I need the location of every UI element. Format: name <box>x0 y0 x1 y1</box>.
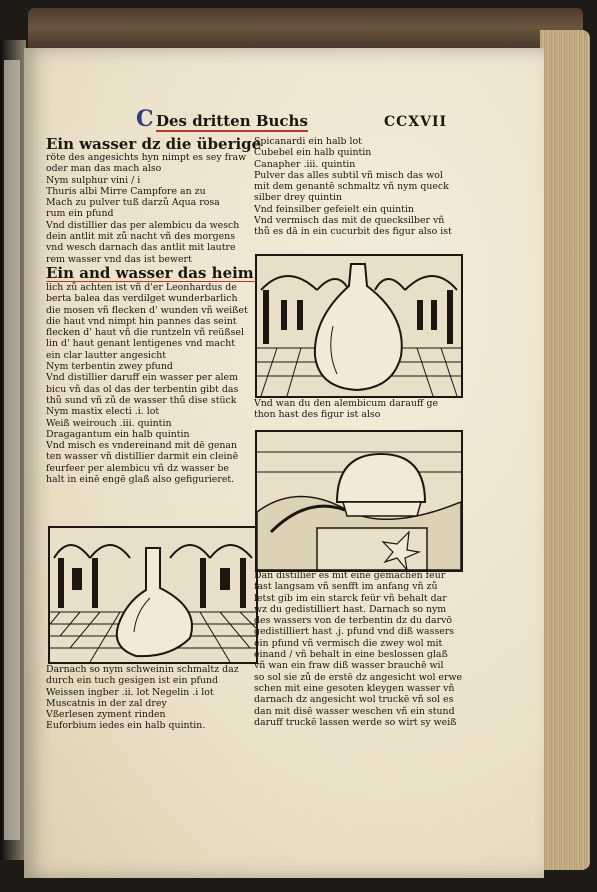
woodcut-alembic-illustration <box>255 430 463 572</box>
text-line: Dragagantum ein halb quintin <box>46 428 190 440</box>
text-line: Muscatnis in der zal drey <box>46 697 167 709</box>
text-line: vñ wan ein fraw diß wasser brauchē wil <box>254 660 444 672</box>
text-line: Vnd feinsilber gefeielt ein quintin <box>254 203 414 215</box>
text-line: Vnd wan du den alembicum darauff ge <box>254 398 439 409</box>
book-page <box>24 48 544 878</box>
text-line: gedistilliert hast .j. pfund vnd diß wassers <box>254 626 455 638</box>
text-line: lich zů achten ist vñ d'er Leonhardus de <box>46 281 237 293</box>
text-line: Vnd misch es vndereinand mit dē genan <box>46 440 238 452</box>
text-line: Weissen ingber .ii. lot Negelin .i lot <box>46 686 214 698</box>
text-line: Vnd vermisch das mit de quecksilber vñ <box>254 215 445 227</box>
section-heading-2: Ein and wasser das heim <box>46 265 261 282</box>
text-line: Nym terbentin zwey pfund <box>46 361 173 373</box>
text-line: feurfeer per alembicu vñ dz wasser be <box>46 462 229 474</box>
text-line: rem wasser vnd das ist bewert <box>46 253 192 265</box>
text-line: Dan distillier es mit eine gemachen feür <box>254 570 446 581</box>
page-stack-edge <box>540 30 590 870</box>
text-line: oder man das mach also <box>46 163 162 175</box>
text-line: berta balea das verdilget wunderbarlich <box>46 293 238 305</box>
text-line: Euforbium iedes ein halb quintin. <box>46 720 206 732</box>
text-line: halt in einē engē glaß also gefigurieret. <box>46 474 235 486</box>
text-line: Canapher .iii. quintin <box>254 158 356 170</box>
text-line: Darnach so nym schweinin schmaltz daz <box>46 664 239 675</box>
text-line: fast langsam vñ senfft im anfang vñ zů <box>254 581 438 593</box>
woodcut-cucurbit-illustration <box>255 254 463 398</box>
text-line: röte des angesichts hyn nimpt es sey fraw <box>46 152 247 163</box>
text-line: schen mit eine gesoten kleygen wasser vñ <box>254 682 455 694</box>
text-line: ten wasser vñ distillier darmit ein cleinē <box>46 451 239 463</box>
text-line: die haut vnd nimpt hin pannes das seint <box>46 315 237 327</box>
text-line: vnd wesch darnach das antlit mit lautre <box>46 242 236 254</box>
woodcut-flask-illustration <box>48 526 258 664</box>
text-line: einand / vñ behalt in eine beslossen glaß <box>254 649 448 661</box>
text-line: Nym sulphur vini / i <box>46 174 141 186</box>
text-line: Vnd distillier daruff ein wasser per alem <box>46 372 238 384</box>
right-column-bottom <box>254 570 464 728</box>
text-line: durch ein tuch gesigen ist ein pfund <box>46 675 219 687</box>
text-line: Nym mastix electi .i. lot <box>46 406 160 418</box>
text-line: daruff truckē lassen werde so wirt sy weiß <box>254 716 457 728</box>
text-line: thů es dā in ein cucurbit des figur also ist <box>254 226 452 238</box>
left-column-top <box>46 136 261 485</box>
text-line: Vnd distillier das per alembicu da wesch <box>46 219 240 231</box>
text-line: silber drey quintin <box>254 192 343 204</box>
text-line: Spicanardi ein halb lot <box>254 136 362 147</box>
text-line: thon hast des figur ist also <box>254 409 381 421</box>
text-line: Mach zu pulver tuß darzů Aqua rosa <box>46 197 220 209</box>
text-line: dein antlit mit zů nacht vñ des morgens <box>46 231 236 243</box>
text-line: lin d' haut genant lentigenes vnd macht <box>46 338 236 350</box>
text-line: wz du gedistilliert hast. Darnach so nym <box>254 603 447 615</box>
right-column-middle <box>254 398 464 421</box>
text-line: Cubebel ein halb quintin <box>254 147 372 159</box>
text-line: die mosen vñ flecken d' wunden vñ weißet <box>46 304 248 316</box>
left-column-bottom <box>46 664 261 732</box>
text-line: Thuris albi Mirre Campfore an zu <box>46 185 206 197</box>
running-head-title: Des dritten Buchs <box>156 112 308 130</box>
text-line: ein pfund vñ vermisch die zwey wol mit <box>254 637 443 649</box>
previous-page-edge <box>4 60 20 840</box>
text-line: Weiß weirouch .iii. quintin <box>46 417 172 429</box>
folio-number: CCXVII <box>384 114 448 130</box>
running-head-initial: C <box>136 106 154 132</box>
text-line: thů sund vñ zů de wasser thů dise stück <box>46 394 237 406</box>
right-column-top <box>254 136 464 238</box>
text-line: rum ein pfund <box>46 208 114 220</box>
section-heading-1: Ein wasser dz die überige <box>46 135 262 153</box>
text-line: bicu vñ das ol das der terbentin gibt das <box>46 383 239 395</box>
text-line: ein clar lautter angesicht <box>46 349 167 361</box>
text-line: des wassers von de terbentin dz du darvō <box>254 615 453 627</box>
text-line: dan mit disē wasser weschen vñ ein stund <box>254 705 455 717</box>
text-line: Vßerlesen zyment rinden <box>46 709 166 721</box>
text-line: Pulver das alles subtil vñ misch das wol <box>254 169 443 181</box>
text-line: letst gib im ein starck feür vñ behalt dar <box>254 592 447 604</box>
text-line: so sol sie zů de erstē dz angesicht wol erwe <box>254 671 463 683</box>
text-line: mit dem genantē schmaltz vñ nym queck <box>254 181 449 193</box>
text-line: flecken d' haut vñ die runtzeln vñ reüßsel <box>46 327 244 339</box>
text-line: darnach dz angesicht wol truckē vñ sol es <box>254 694 454 706</box>
